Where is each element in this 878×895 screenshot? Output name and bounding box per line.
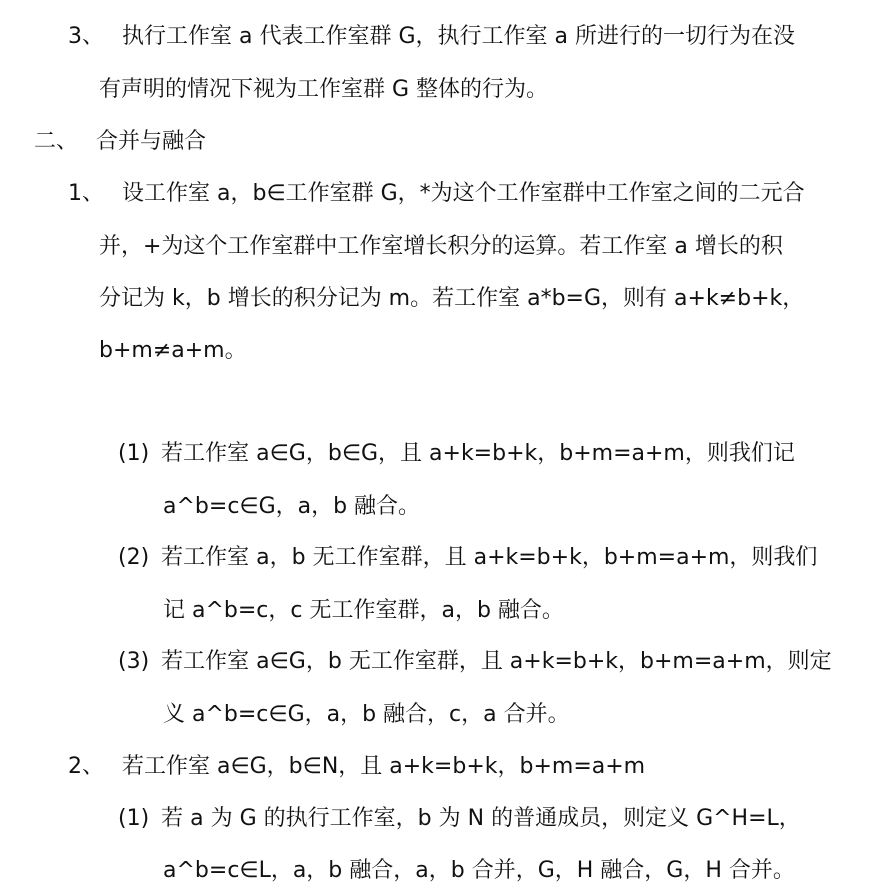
item-1-text-1: 设工作室 a，b∈工作室群 G，*为这个工作室群中工作室之间的二元合	[122, 181, 805, 206]
item-2-text-1: 若工作室 a∈G，b∈N，且 a+k=b+k，b+m=a+m	[122, 754, 646, 779]
item-2-sub-1-number: (1)	[118, 806, 150, 831]
sub-1-text-1: 若工作室 a∈G，b∈G，且 a+k=b+k，b+m=a+m，则我们记	[161, 441, 795, 466]
item-1-line-2: 并，+为这个工作室群中工作室增长积分的运算。若工作室 a 增长的积	[99, 234, 783, 259]
section-2-title: 合并与融合	[96, 129, 207, 154]
item-2-sub-1-line-2: a^b=c∈L，a，b 融合，a，b 合并，G，H 融合，G，H 合并。	[163, 858, 795, 883]
sub-1-line-1	[118, 438, 795, 470]
item-2-number: 2、	[68, 754, 104, 779]
sub-2-number: (2)	[118, 545, 150, 570]
item-2-line-1	[68, 751, 645, 783]
sub-3-number: (3)	[118, 649, 150, 674]
item-2-sub-1-line-1	[118, 803, 801, 835]
item-3-line-1	[68, 21, 795, 53]
sub-2-text-1: 若工作室 a，b 无工作室群，且 a+k=b+k，b+m=a+m，则我们	[161, 545, 818, 570]
sub-1-line-2: a^b=c∈G，a，b 融合。	[163, 494, 421, 519]
sub-2-line-2: 记 a^b=c，c 无工作室群，a，b 融合。	[163, 598, 564, 623]
item-1-line-1	[68, 178, 805, 210]
item-1-number: 1、	[68, 181, 104, 206]
item-1-line-4: b+m≠a+m。	[99, 338, 247, 363]
sub-3-line-2: 义 a^b=c∈G，a，b 融合，c，a 合并。	[163, 702, 570, 727]
sub-3-text-1: 若工作室 a∈G，b 无工作室群，且 a+k=b+k，b+m=a+m，则定	[161, 649, 832, 674]
section-2-number: 二、	[34, 129, 79, 154]
section-2-heading	[34, 126, 206, 158]
item-3-text-1: 执行工作室 a 代表工作室群 G，执行工作室 a 所进行的一切行为在没	[122, 24, 795, 49]
sub-2-line-1	[118, 542, 817, 574]
item-3-number: 3、	[68, 24, 104, 49]
item-3-line-2: 有声明的情况下视为工作室群 G 整体的行为。	[99, 77, 549, 102]
item-1-line-3: 分记为 k，b 增长的积分记为 m。若工作室 a*b=G，则有 a+k≠b+k，	[99, 286, 805, 311]
sub-1-number: (1)	[118, 441, 150, 466]
item-2-sub-1-text-1: 若 a 为 G 的执行工作室，b 为 N 的普通成员，则定义 G^H=L，	[161, 806, 801, 831]
sub-3-line-1	[118, 646, 832, 678]
